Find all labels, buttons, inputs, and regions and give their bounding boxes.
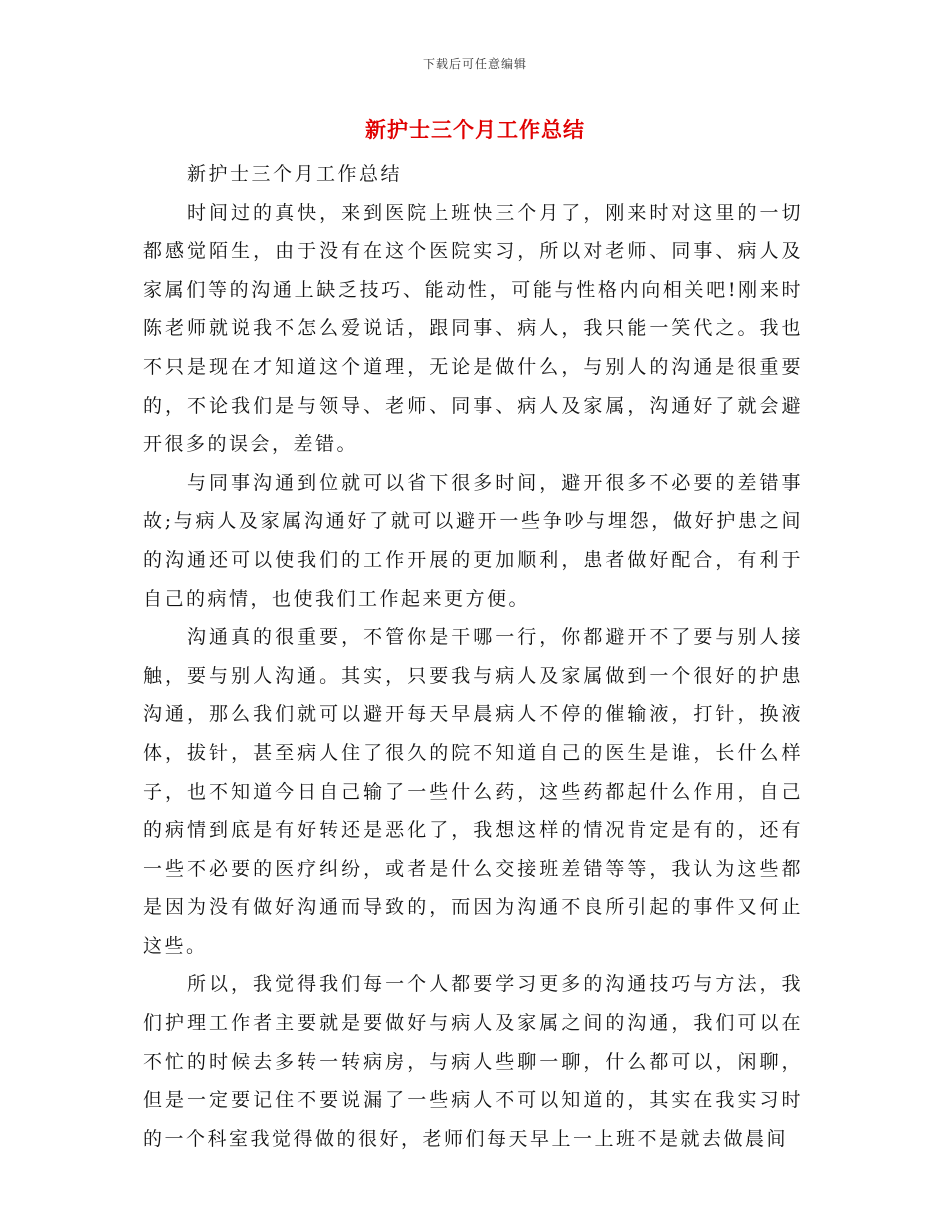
document-body	[143, 155, 803, 1158]
paragraph: 与同事沟通到位就可以省下很多时间，避开很多不必要的差错事故;与病人及家属沟通好了就可以避开一些争吵与埋怨，做好护患之间的沟通还可以使我们的工作开展的更加顺利，患者做好配合，有利于自己的病情，也使我们工作起来更方便。	[143, 471, 803, 610]
paragraph: 所以，我觉得我们每一个人都要学习更多的沟通技巧与方法，我们护理工作者主要就是要做好与病人及家属之间的沟通，我们可以在不忙的时候去多转一转病房，与病人些聊一聊，什么都可以，闲聊，但是一定要记住不要说漏了一些病人不可以知道的，其实在我实习时的一个科室我觉得做的很好，老师们每天早上一上班不是就去做晨间	[143, 973, 803, 1150]
header-note: 下载后可任意编辑	[422, 57, 527, 71]
document-title: 新护士三个月工作总结	[365, 118, 585, 142]
paragraph: 沟通真的很重要，不管你是干哪一行，你都避开不了要与别人接触，要与别人沟通。其实，只要我与病人及家属做到一个很好的护患沟通，那么我们就可以避开每天早晨病人不停的催输液，打针，换液体，拔针，甚至病人住了很久的院不知道自己的医生是谁，长什么样子，也不知道今日自己输了一些什么药，这些药都起什么作用，自己的病情到底是有好转还是恶化了，我想这样的情况肯定是有的，还有一些不必要的医疗纠纷，或者是什么交接班差错等等，我认为这些都是因为没有做好沟通而导致的，而因为沟通不良所引起的事件又何止这些。	[143, 626, 803, 957]
paragraph: 新护士三个月工作总结	[187, 163, 403, 185]
paragraph: 时间过的真快，来到医院上班快三个月了，刚来时对这里的一切都感觉陌生，由于没有在这个医院实习，所以对老师、同事、病人及家属们等的沟通上缺乏技巧、能动性，可能与性格内向相关吧!刚来时陈老师就说我不怎么爱说话，跟同事、病人，我只能一笑代之。我也不只是现在才知道这个道理，无论是做什么，与别人的沟通是很重要的，不论我们是与领导、老师、同事、病人及家属，沟通好了就会避开很多的误会，差错。	[143, 201, 803, 456]
